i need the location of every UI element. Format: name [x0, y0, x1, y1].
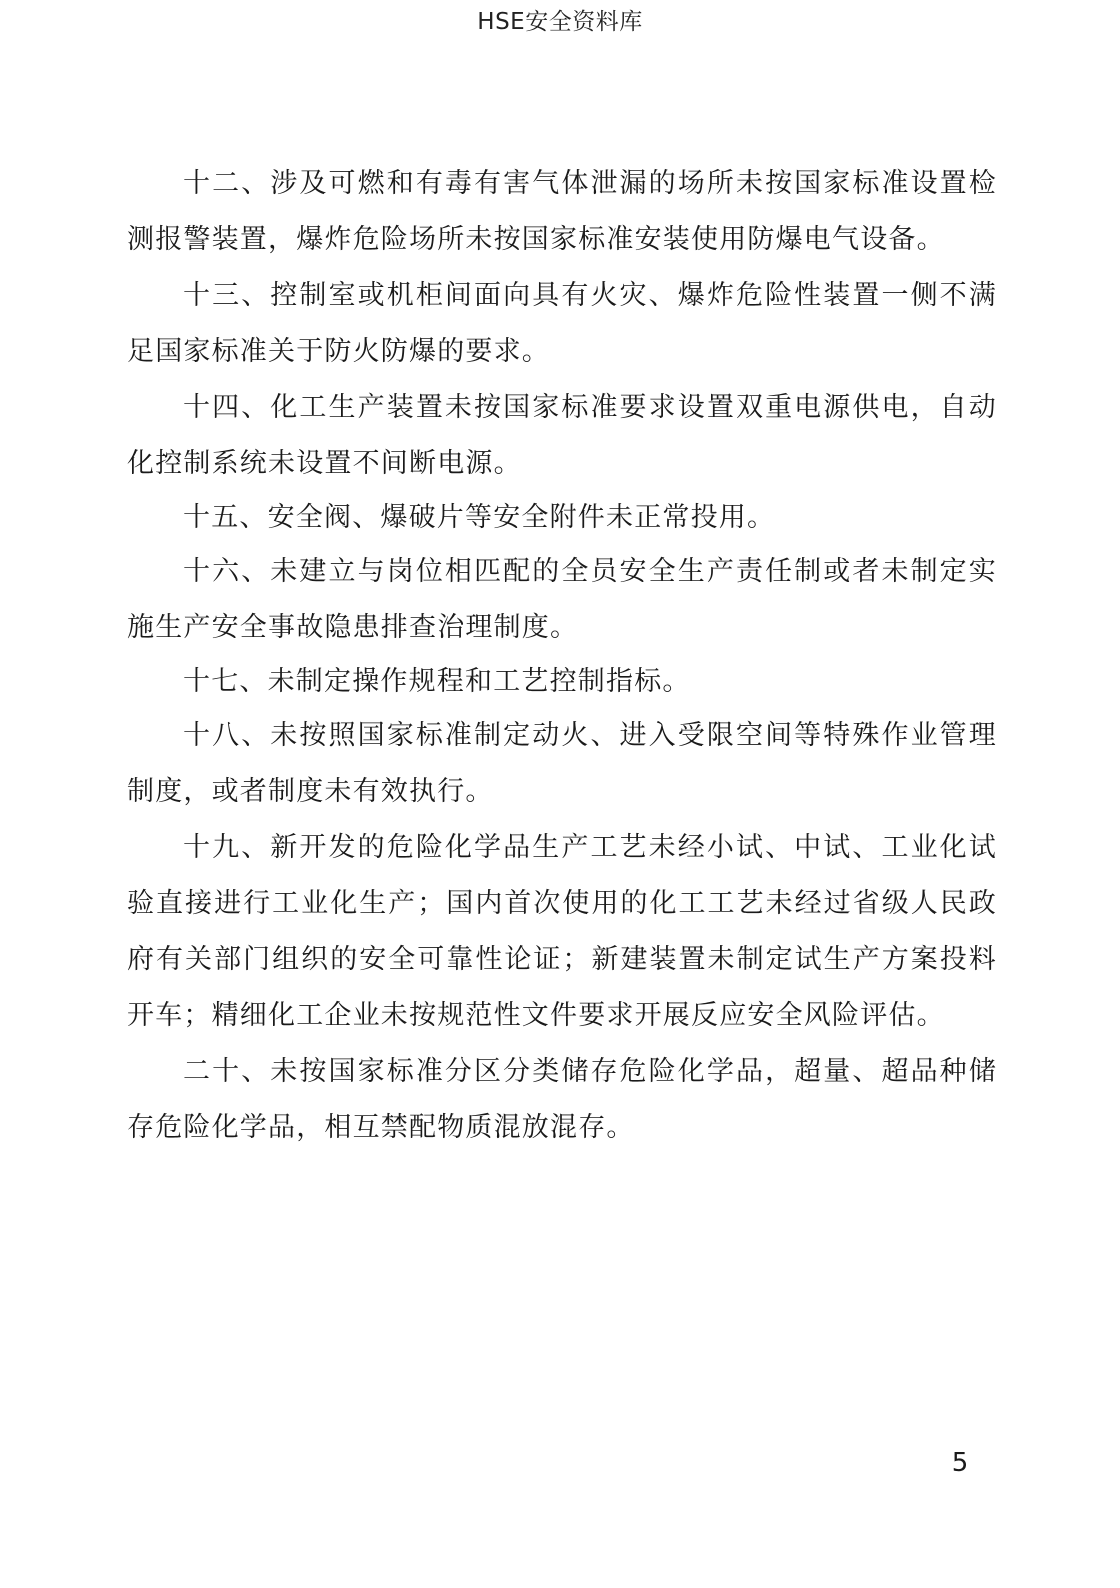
paragraph-item-16: 十六、未建立与岗位相匹配的全员安全生产责任制或者未制定实施生产安全事故隐患排查治理制度。 [127, 556, 997, 643]
paragraph-item-12: 十二、涉及可燃和有毒有害气体泄漏的场所未按国家标准设置检测报警装置，爆炸危险场所未按国家标准安装使用防爆电气设备。 [127, 168, 997, 255]
page-header-title: HSE安全资料库 [477, 9, 643, 35]
paragraph-item-18: 十八、未按照国家标准制定动火、进入受限空间等特殊作业管理制度，或者制度未有效执行。 [127, 720, 997, 807]
paragraph-item-20: 二十、未按国家标准分区分类储存危险化学品，超量、超品种储存危险化学品，相互禁配物质混放混存。 [127, 1056, 997, 1143]
paragraph-item-17: 十七、未制定操作规程和工艺控制指标。 [183, 666, 691, 697]
paragraph-item-19: 十九、新开发的危险化学品生产工艺未经小试、中试、工业化试验直接进行工业化生产；国内首次使用的化工工艺未经过省级人民政府有关部门组织的安全可靠性论证；新建装置未制定试生产方案投料开车；精细化工企业未按规范性文件要求开展反应安全风险评估。 [127, 832, 997, 1031]
paragraph-item-14: 十四、化工生产装置未按国家标准要求设置双重电源供电，自动化控制系统未设置不间断电源。 [127, 392, 997, 479]
page-number: 5 [951, 1448, 969, 1478]
document-body [127, 156, 997, 1156]
paragraph-item-15: 十五、安全阀、爆破片等安全附件未正常投用。 [183, 502, 776, 533]
paragraph-item-13: 十三、控制室或机柜间面向具有火灾、爆炸危险性装置一侧不满足国家标准关于防火防爆的要求。 [127, 280, 997, 367]
